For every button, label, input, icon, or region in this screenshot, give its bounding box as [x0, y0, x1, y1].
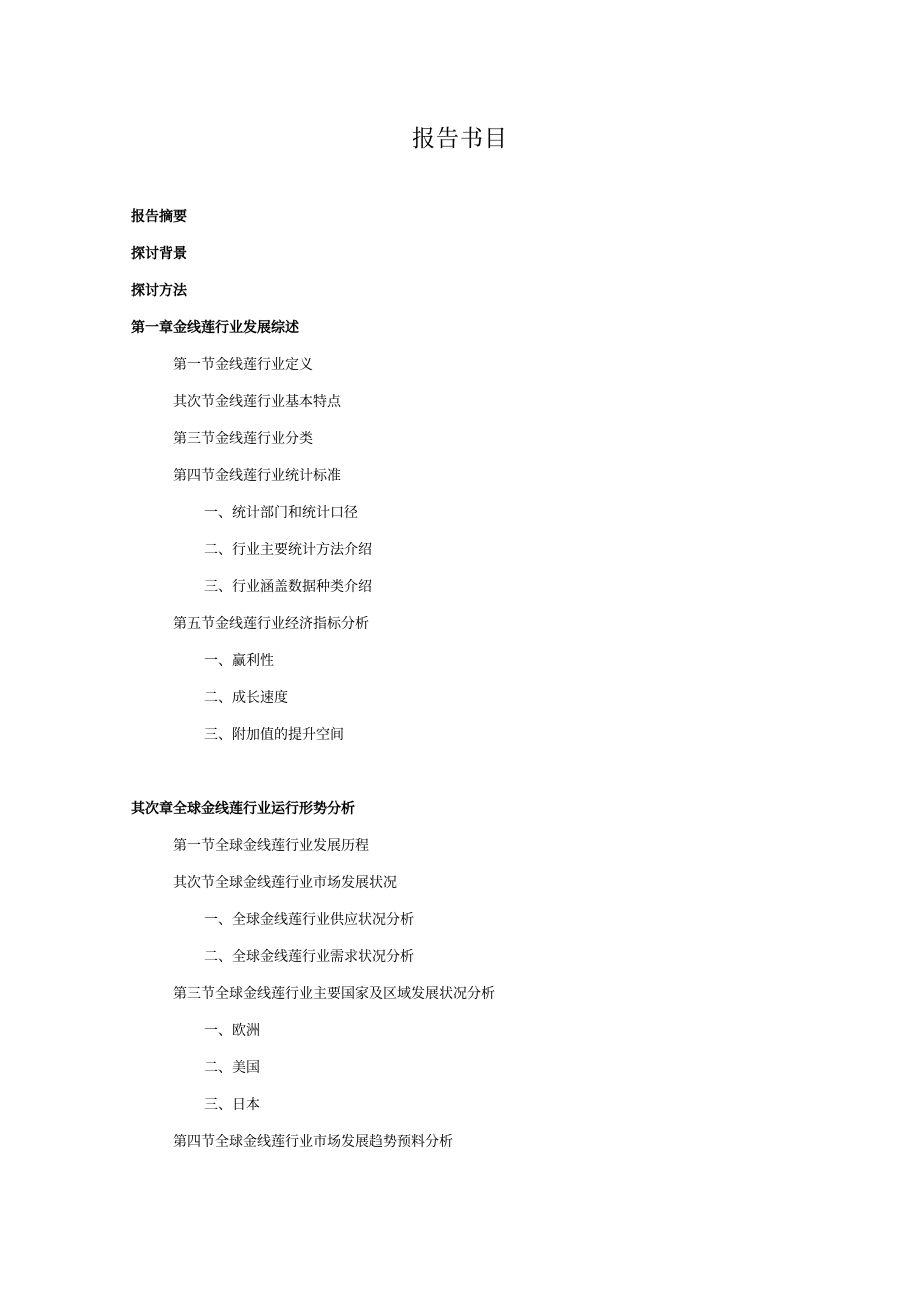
toc-entry-ch1-sec2: 其次节金线莲行业基本特点: [173, 394, 341, 410]
toc-entry-ch1-sec5-item1: 一、赢利性: [204, 653, 274, 669]
toc-entry-ch1-sec4-item3: 三、行业涵盖数据种类介绍: [204, 579, 372, 595]
toc-entry-ch1-sec5-item2: 二、成长速度: [204, 690, 288, 706]
toc-entry-ch2-sec2: 其次节全球金线莲行业市场发展状况: [173, 875, 397, 891]
toc-entry-ch2-sec3: 第三节全球金线莲行业主要国家及区域发展状况分析: [173, 986, 495, 1002]
toc-entry-ch2-sec3-item1: 一、欧洲: [204, 1023, 260, 1039]
toc-entry-ch1-sec5: 第五节金线莲行业经济指标分析: [173, 616, 369, 632]
toc-entry-ch1-sec3: 第三节金线莲行业分类: [173, 431, 313, 447]
toc-entry-ch1-sec4: 第四节金线莲行业统计标准: [173, 468, 341, 484]
toc-entry-ch2-sec4: 第四节全球金线莲行业市场发展趋势预料分析: [173, 1134, 453, 1150]
toc-entry-research-method: 探讨方法: [131, 283, 187, 299]
toc-entry-report-summary: 报告摘要: [131, 209, 187, 225]
toc-entry-ch1-sec1: 第一节金线莲行业定义: [173, 357, 313, 373]
toc-entry-research-background: 探讨背景: [131, 246, 187, 262]
toc-entry-ch2-sec1: 第一节全球金线莲行业发展历程: [173, 838, 369, 854]
page-title: 报告书目: [412, 126, 508, 152]
toc-entry-ch1-sec4-item2: 二、行业主要统计方法介绍: [204, 542, 372, 558]
toc-entry-ch2-sec2-item1: 一、全球金线莲行业供应状况分析: [204, 912, 414, 928]
toc-entry-ch2-sec3-item3: 三、日本: [204, 1097, 260, 1113]
toc-entry-ch2-sec2-item2: 二、全球金线莲行业需求状况分析: [204, 949, 414, 965]
toc-entry-ch1-sec5-item3: 三、附加值的提升空间: [204, 727, 344, 743]
toc-entry-chapter-2: 其次章全球金线莲行业运行形势分析: [131, 801, 355, 817]
toc-entry-ch1-sec4-item1: 一、统计部门和统计口径: [204, 505, 358, 521]
toc-entry-ch2-sec3-item2: 二、美国: [204, 1060, 260, 1076]
toc-entry-chapter-1: 第一章金线莲行业发展综述: [131, 320, 299, 336]
